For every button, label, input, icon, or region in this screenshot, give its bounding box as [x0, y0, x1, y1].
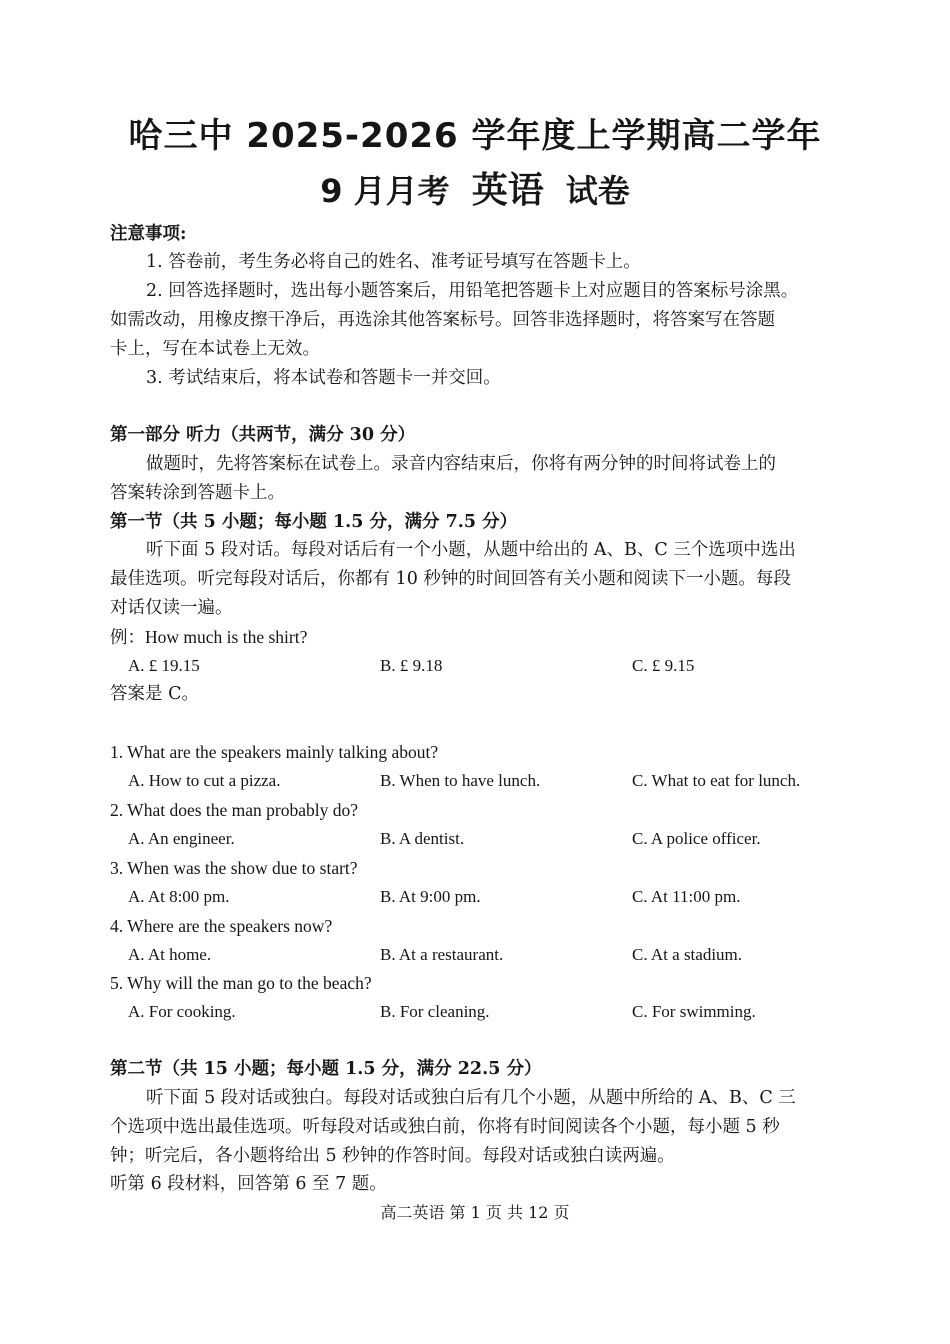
example-option-c: C. £ 9.15: [632, 656, 695, 675]
section1-intro: 听下面 5 段对话。每段对话后有一个小题，从题中给出的 A、B、C 三个选项中选出: [146, 540, 796, 560]
question-3: 3. When was the show due to start?: [110, 858, 358, 878]
part1-intro: 答案转涂到答题卡上。: [110, 483, 285, 503]
example-options: [128, 654, 848, 678]
exam-subtitle: [0, 162, 950, 213]
section2-material: 听第 6 段材料，回答第 6 至 7 题。: [110, 1174, 387, 1194]
question-2-options: [128, 827, 848, 851]
example-option-b: B. £ 9.18: [380, 656, 443, 675]
exam-month: 9 月月考: [320, 172, 450, 210]
question-1: 1. What are the speakers mainly talking about?: [110, 742, 439, 762]
notice-item: 卡上，写在本试卷上无效。: [110, 339, 320, 359]
page-footer: 高二英语 第 1 页 共 12 页: [380, 1203, 570, 1222]
section2-intro: 个选项中选出最佳选项。听每段对话或独白前，你将有时间阅读各个小题，每小题 5 秒: [110, 1117, 780, 1137]
option-b: B. At 9:00 pm.: [380, 887, 481, 906]
option-c: C. What to eat for lunch.: [632, 771, 801, 790]
option-c: C. A police officer.: [632, 829, 761, 848]
option-a: A. An engineer.: [128, 829, 235, 848]
question-1-options: [128, 769, 848, 793]
part1-intro: 做题时，先将答案标在试卷上。录音内容结束后，你将有两分钟的时间将试卷上的: [146, 454, 776, 474]
notice-item: 3. 考试结束后，将本试卷和答题卡一并交回。: [146, 368, 501, 388]
example-question: 例：How much is the shirt?: [110, 627, 308, 647]
exam-subject: 英语: [471, 169, 544, 211]
question-4-options: [128, 943, 848, 967]
option-a: A. For cooking.: [128, 1002, 236, 1021]
option-b: B. A dentist.: [380, 829, 465, 848]
question-2: 2. What does the man probably do?: [110, 800, 359, 820]
question-3-options: [128, 885, 848, 909]
question-5: 5. Why will the man go to the beach?: [110, 973, 372, 993]
question-4: 4. Where are the speakers now?: [110, 916, 333, 936]
option-a: A. At 8:00 pm.: [128, 887, 230, 906]
option-c: C. For swimming.: [632, 1002, 756, 1021]
section2-heading: 第二节（共 15 小题；每小题 1.5 分，满分 22.5 分）: [110, 1059, 542, 1079]
notice-item: 1. 答卷前，考生务必将自己的姓名、准考证号填写在答题卡上。: [146, 252, 641, 272]
option-b: B. When to have lunch.: [380, 771, 541, 790]
notice-heading: 注意事项:: [110, 224, 187, 244]
section2-intro: 钟；听完后，各小题将给出 5 秒钟的作答时间。每段对话或独白读两遍。: [110, 1146, 675, 1166]
option-c: C. At 11:00 pm.: [632, 887, 741, 906]
option-a: A. How to cut a pizza.: [128, 771, 281, 790]
section2-intro: 听下面 5 段对话或独白。每段对话或独白后有几个小题，从题中所给的 A、B、C 三: [146, 1088, 796, 1108]
option-b: B. At a restaurant.: [380, 945, 504, 964]
question-5-options: [128, 1000, 848, 1024]
notice-item: 如需改动，用橡皮擦干净后，再选涂其他答案标号。回答非选择题时，将答案写在答题: [110, 310, 775, 330]
notice-item: 2. 回答选择题时，选出每小题答案后，用铅笔把答题卡上对应题目的答案标号涂黑。: [146, 281, 799, 301]
example-answer: 答案是 C。: [110, 684, 199, 704]
part1-heading: 第一部分 听力（共两节，满分 30 分）: [110, 425, 416, 445]
example-option-a: A. £ 19.15: [128, 656, 200, 675]
section1-intro: 对话仅读一遍。: [110, 598, 233, 618]
option-b: B. For cleaning.: [380, 1002, 490, 1021]
option-c: C. At a stadium.: [632, 945, 743, 964]
exam-title: 哈三中 2025-2026 学年度上学期高二学年: [128, 116, 822, 156]
option-a: A. At home.: [128, 945, 212, 964]
section1-intro: 最佳选项。听完每段对话后，你都有 10 秒钟的时间回答有关小题和阅读下一小题。每段: [110, 569, 791, 589]
section1-heading: 第一节（共 5 小题；每小题 1.5 分，满分 7.5 分）: [110, 512, 518, 532]
exam-type: 试卷: [565, 172, 630, 210]
